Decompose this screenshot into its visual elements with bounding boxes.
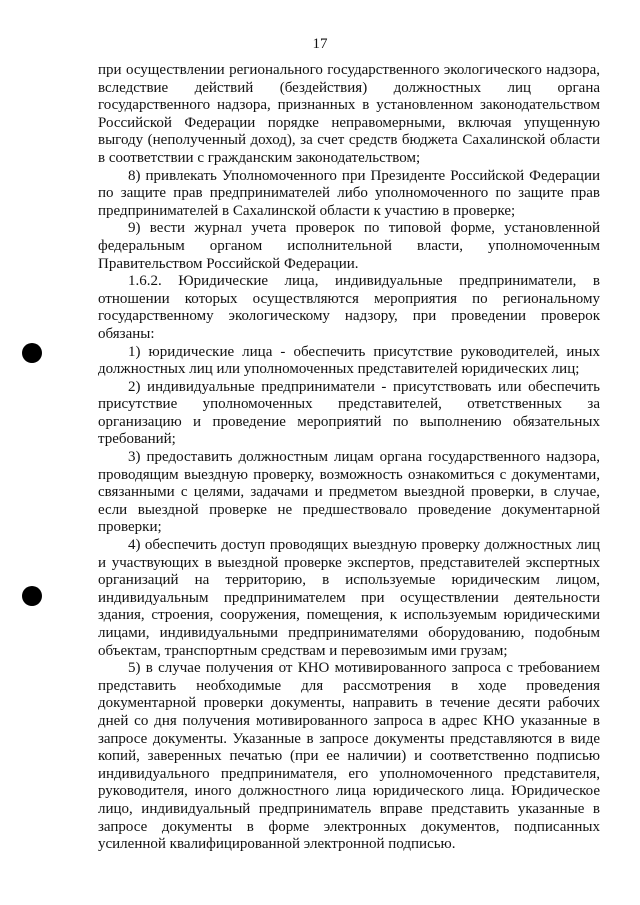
document-body — [98, 62, 600, 854]
punch-hole-mark — [22, 343, 42, 363]
paragraph-duty-5: 5) в случае получения от КНО мотивированного запроса с требованием представить необходимые для рассмотрения в ходе проведения документарной проверки документы, направить в течение десяти рабочих дней со дня получения мотивированного запроса в адрес КНО указанные в запросе документы. Указанные в запросе документы представляются в виде копий, заверенных печатью (при ее наличии) и соответственно подписью индивидуального предпринимателя, его уполномоченного представителя, руководителя, иного должностного лица юридического лица. Юридическое лицо, индивидуальный предприниматель вправе представить указанные в запросе документы в форме электронных документов, подписанных усиленной квалифицированной электронной подписью. — [98, 660, 600, 853]
paragraph-duty-2: 2) индивидуальные предприниматели - присутствовать или обеспечить присутствие уполномоченных представителей, ответственных за организацию и проведение мероприятий по выполнению обязательных требований; — [98, 378, 600, 448]
page-number: 17 — [312, 36, 328, 52]
paragraph-item-9: 9) вести журнал учета проверок по типовой форме, установленной федеральным органом исполнительной власти, уполномоченным Правительством Российской Федерации. — [98, 220, 600, 272]
paragraph-item-8: 8) привлекать Уполномоченного при Президенте Российской Федерации по защите прав предпринимателей либо уполномоченного по защите прав предпринимателей в Сахалинской области к участию в проверке; — [98, 167, 600, 219]
paragraph-duty-3: 3) предоставить должностным лицам органа государственного надзора, проводящим выездную проверку, возможность ознакомиться с документами, связанными с целями, задачами и предметом выездной проверки, в случае, если выездной проверке не предшествовало проведение документарной проверки; — [98, 449, 600, 536]
punch-hole-mark — [22, 586, 42, 606]
paragraph-duty-1: 1) юридические лица - обеспечить присутствие руководителей, иных должностных лиц или уполномоченных представителей юридических лиц; — [98, 343, 600, 378]
paragraph-continuation: при осуществлении регионального государственного экологического надзора, вследствие действий (бездействия) должностных лиц органа государственного надзора, признанных в установленном законодательством Российской Федерации порядке неправомерными, включая упущенную выгоду (неполученный доход), за счет средств бюджета Сахалинской области в соответствии с гражданским законодательством; — [98, 62, 600, 166]
paragraph-section-1-6-2: 1.6.2. Юридические лица, индивидуальные предприниматели, в отношении которых осуществляются мероприятия по региональному государственному экологическому надзору, при проведении проверок обязаны: — [98, 273, 600, 342]
paragraph-duty-4: 4) обеспечить доступ проводящих выездную проверку должностных лиц и участвующих в выездной проверке экспертов, представителей экспертных организаций на территорию, в используемые юридическим лицом, индивидуальным предпринимателем при осуществлении деятельности здания, строения, сооружения, помещения, к используемым юридическими лицами, индивидуальными предпринимателями оборудованию, подобным объектам, транспортным средствам и перевозимым ими грузам; — [98, 537, 600, 659]
